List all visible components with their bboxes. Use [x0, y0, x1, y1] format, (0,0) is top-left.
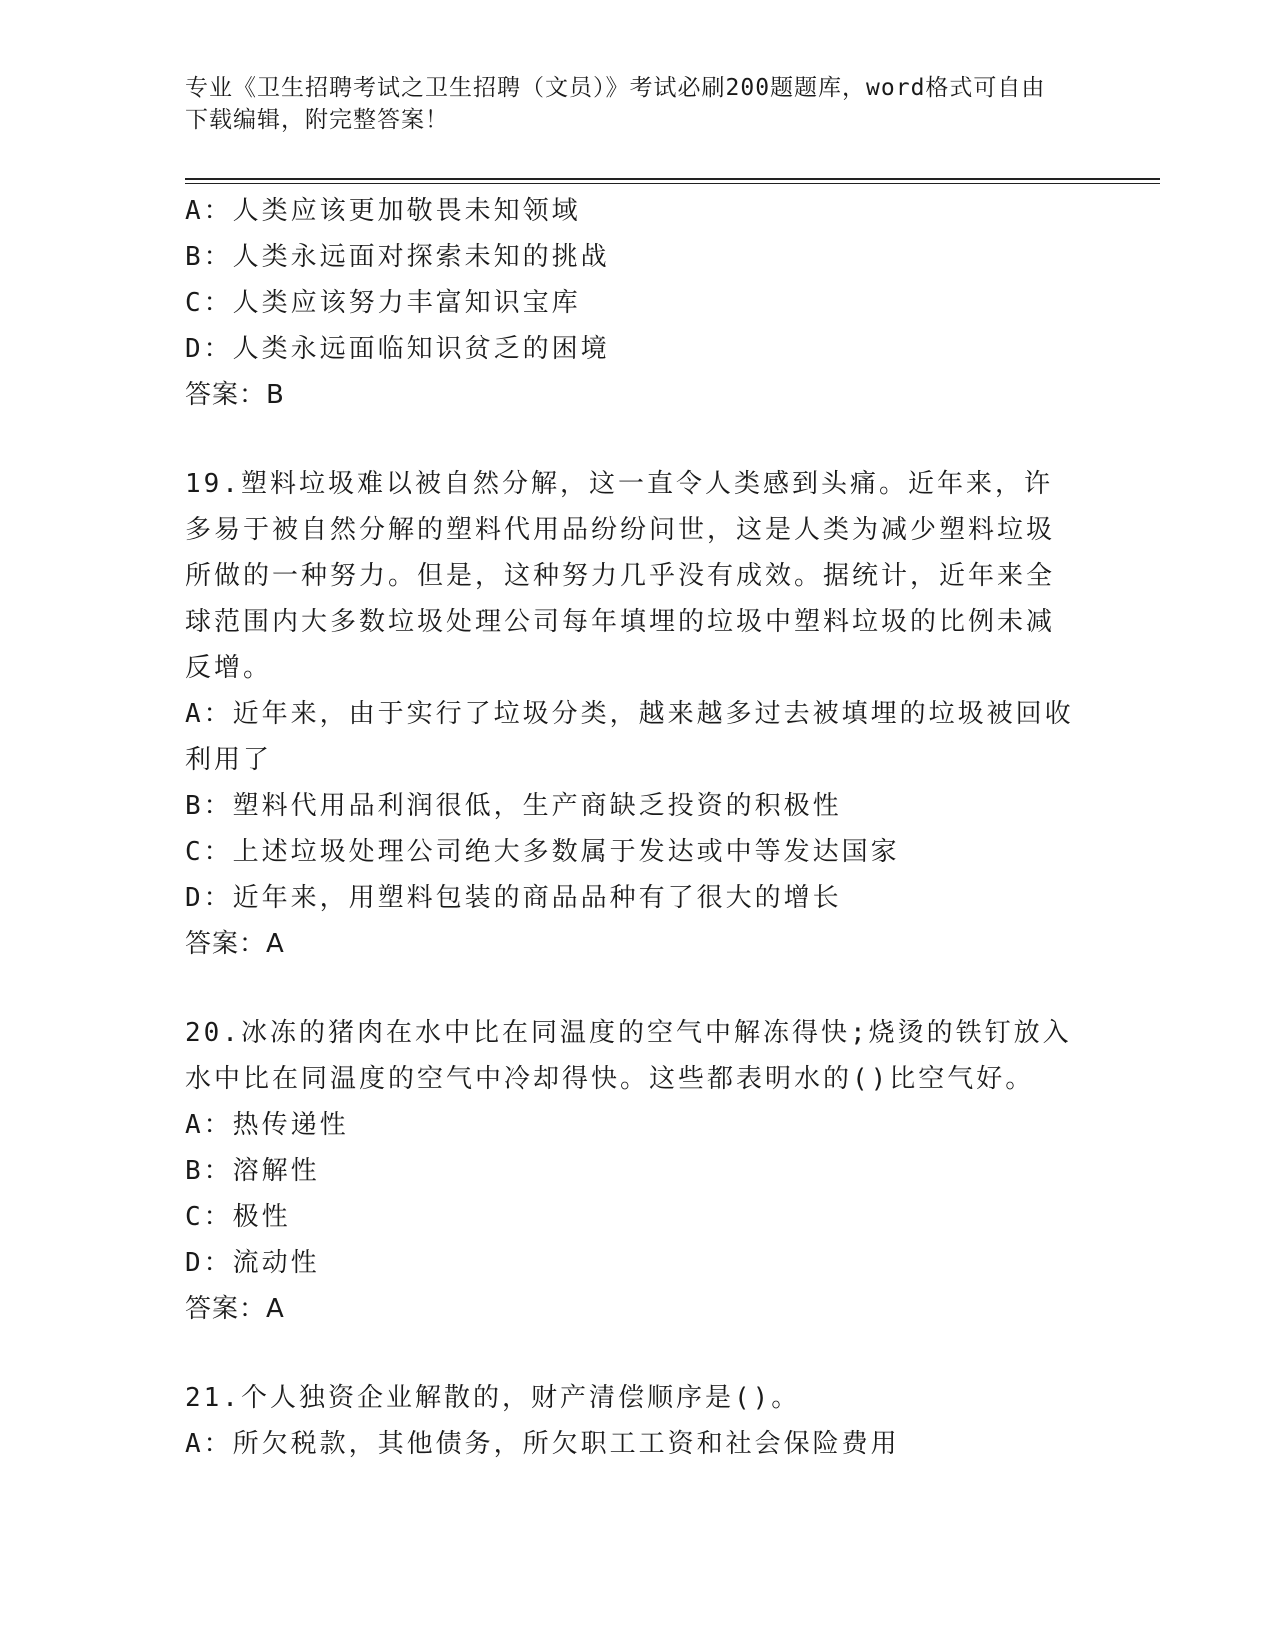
option-a: A：热传递性 [185, 1110, 349, 1140]
option-d: D：流动性 [185, 1248, 320, 1278]
question-stem: 19.塑料垃圾难以被自然分解，这一直令人类感到头痛。近年来，许多易于被自然分解的塑料代用品纷纷问世，这是人类为减少塑料垃圾所做的一种努力。但是，这种努力几乎没有成效。据统计，近年来全球范围内大多数垃圾处理公司每年填埋的垃圾中塑料垃圾的比例未减反增。 [185, 469, 1056, 683]
question-stem: 20.冰冻的猪肉在水中比在同温度的空气中解冻得快;烧烫的铁钉放入水中比在同温度的空气中冷却得快。这些都表明水的()比空气好。 [185, 1018, 1072, 1094]
option-c: C：上述垃圾处理公司绝大多数属于发达或中等发达国家 [185, 837, 900, 867]
option-b: B：人类永远面对探索未知的挑战 [185, 242, 610, 272]
header-divider [185, 178, 1160, 184]
question-18-block [185, 188, 1075, 418]
question-list [185, 188, 1075, 1467]
question-21-block [185, 1375, 1075, 1467]
option-a: A：近年来，由于实行了垃圾分类，越来越多过去被填埋的垃圾被回收利用了 [185, 699, 1074, 775]
option-c: C：人类应该努力丰富知识宝库 [185, 288, 581, 318]
option-b: B：塑料代用品利润很低，生产商缺乏投资的积极性 [185, 791, 842, 821]
question-20-block [185, 1010, 1075, 1332]
question-19-block [185, 461, 1075, 967]
document-header: 专业《卫生招聘考试之卫生招聘（文员）》考试必刷200题题库，word格式可自由下载编辑，附完整答案！ [185, 75, 1046, 133]
option-d: D：近年来，用塑料包装的商品品种有了很大的增长 [185, 883, 842, 913]
option-a: A：所欠税款，其他债务，所欠职工工资和社会保险费用 [185, 1429, 900, 1459]
question-stem: 21.个人独资企业解散的，财产清偿顺序是()。 [185, 1383, 801, 1413]
option-c: C：极性 [185, 1202, 291, 1232]
option-b: B：溶解性 [185, 1156, 320, 1186]
answer-label: 答案：A [185, 1294, 285, 1324]
answer-label: 答案：B [185, 380, 285, 410]
option-a: A：人类应该更加敬畏未知领域 [185, 196, 581, 226]
option-d: D：人类永远面临知识贫乏的困境 [185, 334, 610, 364]
answer-label: 答案：A [185, 929, 285, 959]
